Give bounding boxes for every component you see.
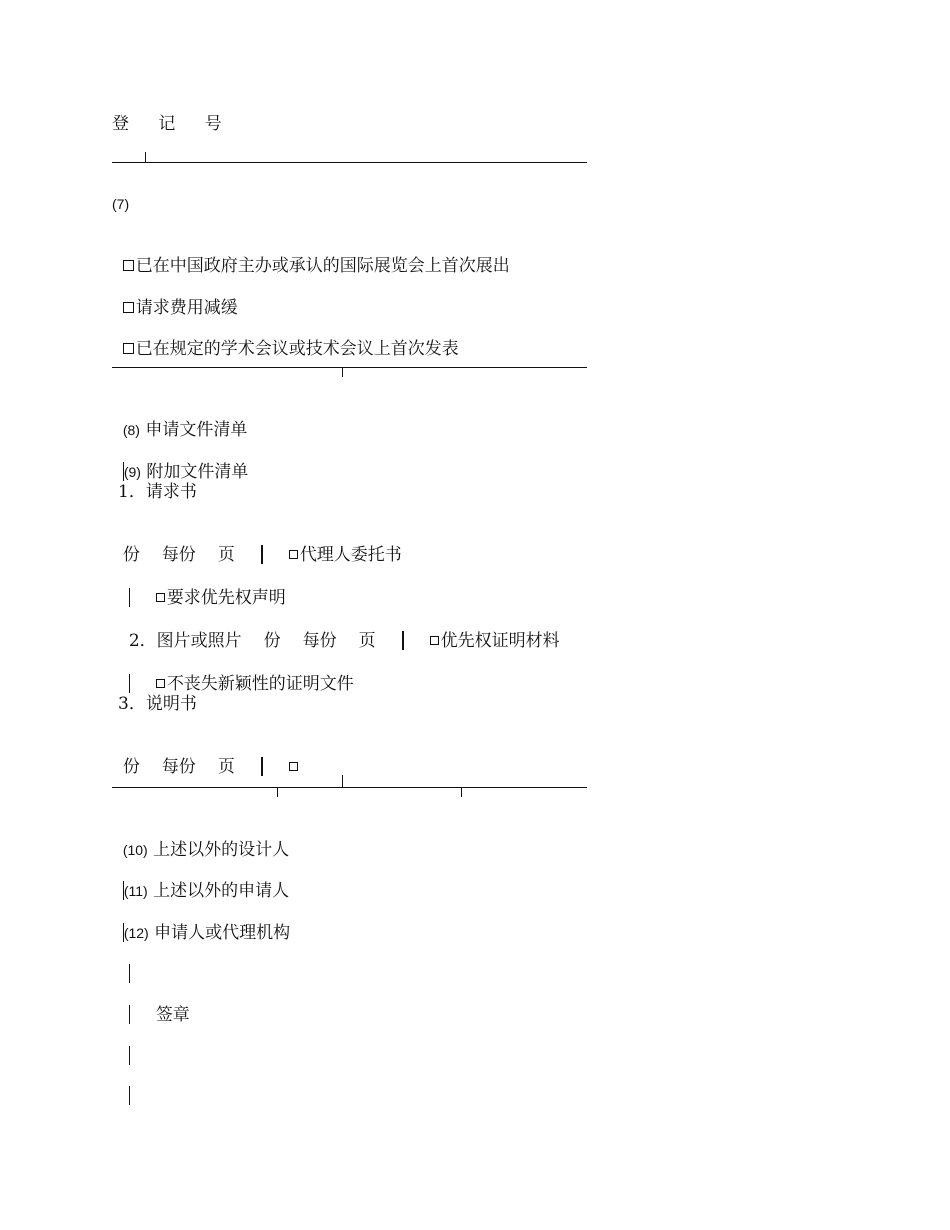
conference-checkbox[interactable]: [123, 343, 134, 354]
section-9-title: 附加文件清单: [146, 462, 249, 482]
option-conference-label: 已在规定的学术会议或技术会议上首次发表: [135, 339, 459, 359]
doc-item-3-label: 3．说明书: [118, 694, 197, 714]
doc-item-1-counts: [112, 522, 402, 566]
power-of-attorney-checkbox[interactable]: [289, 550, 298, 559]
section-7-number: (7): [112, 196, 130, 212]
divider-tick: [277, 787, 278, 797]
section-9-heading: [112, 439, 248, 483]
registration-label: 登 记 号: [112, 114, 234, 134]
option-exhibition: [112, 233, 510, 277]
section-8-heading: [112, 397, 247, 441]
column-separator: [261, 757, 263, 776]
attachment-priority-claim-row: [112, 565, 286, 609]
priority-claim-checkbox[interactable]: [156, 593, 165, 602]
copies-label: 份: [263, 631, 281, 651]
signature-label: 签章: [155, 1005, 190, 1025]
each-copy-label: 每份: [302, 631, 337, 651]
column-separator: [129, 964, 130, 983]
doc-item-2-label: 2．图片或照片: [128, 631, 242, 651]
each-copy-label: 每份: [161, 545, 196, 565]
attachment-novelty: 不丧失新颖性的证明文件: [166, 674, 354, 694]
copies-label: 份: [122, 757, 140, 777]
novelty-checkbox[interactable]: [156, 679, 165, 688]
column-separator: [129, 1005, 130, 1024]
section-12-number: (12): [123, 925, 149, 941]
divider-rule: [112, 787, 587, 788]
signature-row: [112, 982, 190, 1026]
divider-tick: [342, 367, 343, 377]
column-separator: [402, 631, 404, 650]
section-9-number: (9): [123, 464, 141, 480]
fee-reduction-checkbox[interactable]: [123, 302, 134, 313]
option-exhibition-label: 已在中国政府主办或承认的国际展览会上首次展出: [135, 256, 510, 276]
option-fee-reduction-label: 请求费用减缓: [135, 298, 238, 318]
each-copy-label: 每份: [161, 757, 196, 777]
other-attachment-checkbox[interactable]: [289, 762, 298, 771]
pages-label: 页: [217, 757, 235, 777]
pages-label: 页: [358, 631, 376, 651]
attachment-priority-document: 优先权证明材料: [440, 631, 560, 651]
column-separator: [123, 462, 124, 481]
attachment-power-of-attorney: 代理人委托书: [299, 545, 402, 565]
pages-label: 页: [217, 545, 235, 565]
exhibition-checkbox[interactable]: [123, 260, 134, 271]
column-separator: [123, 881, 124, 900]
signature-bar-row: [112, 1023, 130, 1067]
doc-item-2-row: [118, 608, 560, 652]
divider-rule: [112, 162, 587, 163]
column-separator: [129, 588, 130, 607]
section-10-heading: [112, 817, 289, 861]
section-8-number: (8): [122, 422, 140, 438]
divider-rule: [112, 367, 587, 368]
priority-document-checkbox[interactable]: [430, 636, 439, 645]
section-10-number: (10): [122, 842, 148, 858]
column-separator: [129, 674, 130, 693]
section-12-title: 申请人或代理机构: [154, 923, 291, 943]
signature-bar-row: [112, 1063, 130, 1107]
section-8-title: 申请文件清单: [145, 420, 248, 440]
doc-item-1-label: 1．请求书: [118, 482, 197, 502]
column-separator: [123, 923, 124, 942]
section-11-title: 上述以外的申请人: [153, 881, 290, 901]
attachment-novelty-row: [112, 651, 354, 695]
section-12-heading: [112, 900, 290, 944]
signature-bar-row: [112, 941, 130, 985]
section-10-title: 上述以外的设计人: [153, 840, 290, 860]
doc-item-3-counts: [112, 734, 300, 778]
divider-tick: [145, 152, 146, 162]
section-11-number: (11): [123, 883, 148, 899]
copies-label: 份: [122, 545, 140, 565]
option-conference: [112, 316, 459, 360]
divider-tick: [342, 775, 343, 787]
option-fee-reduction: [112, 275, 238, 319]
column-separator: [261, 545, 263, 564]
section-11-heading: [112, 858, 289, 902]
attachment-priority-claim: 要求优先权声明: [166, 588, 286, 608]
divider-tick: [461, 787, 462, 797]
column-separator: [129, 1086, 130, 1105]
